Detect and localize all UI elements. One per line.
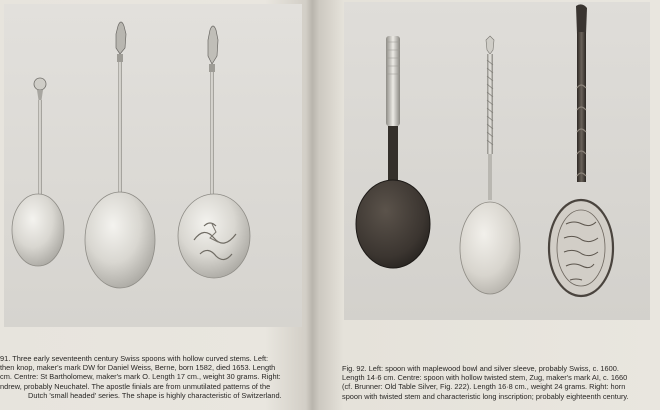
caption-line: Dutch 'small headed' series. The shape is highly characteristic of Switzerland. <box>28 390 282 400</box>
spoon-st-bartholomew <box>85 22 155 288</box>
caption-line: then knop, maker's mark DW for Daniel Weiss, Berne, born 1582, died 1653. Length <box>0 363 276 373</box>
left-photo-plate <box>4 4 302 327</box>
spoon-horn-inscribed <box>549 4 613 296</box>
caption-line: Length 14·6 cm. Centre: spoon with hollow twisted stem, Zug, maker's mark AI, c. 1660 <box>342 373 628 383</box>
book-gutter <box>306 0 320 410</box>
right-spoons-illustration <box>344 2 650 320</box>
spoon-maplewood <box>356 36 430 268</box>
caption-line: Fig. 92. Left: spoon with maplewood bowl and silver sleeve, probably Swiss, c. 1600. <box>342 364 619 373</box>
spoon-st-andrew <box>178 26 250 278</box>
caption-line: cm. Centre: St Bartholomew, maker's mark O. Length 17 cm., weight 30 grams. Right: <box>0 372 281 382</box>
right-photo-plate <box>344 2 650 320</box>
spoon-twisted-silver <box>460 36 520 294</box>
left-spoons-illustration <box>4 4 302 327</box>
right-figure-caption <box>342 364 642 401</box>
caption-line: ndrew, probably Neuchatel. The apostle finials are from unmutilated patterns of the <box>0 381 271 391</box>
left-figure-caption <box>0 354 300 400</box>
caption-line: 91. Three early seventeenth century Swiss spoons with hollow curved stems. Left: <box>0 354 269 363</box>
caption-line: (cf. Brunner: Old Table Silver, Fig. 222). Length 16·8 cm., weight 24 grams. Right: horn <box>342 382 626 392</box>
caption-line: spoon with twisted stem and characteristic long inscription; probably eighteenth century. <box>342 391 629 401</box>
spoon-knop-finial <box>12 78 64 266</box>
